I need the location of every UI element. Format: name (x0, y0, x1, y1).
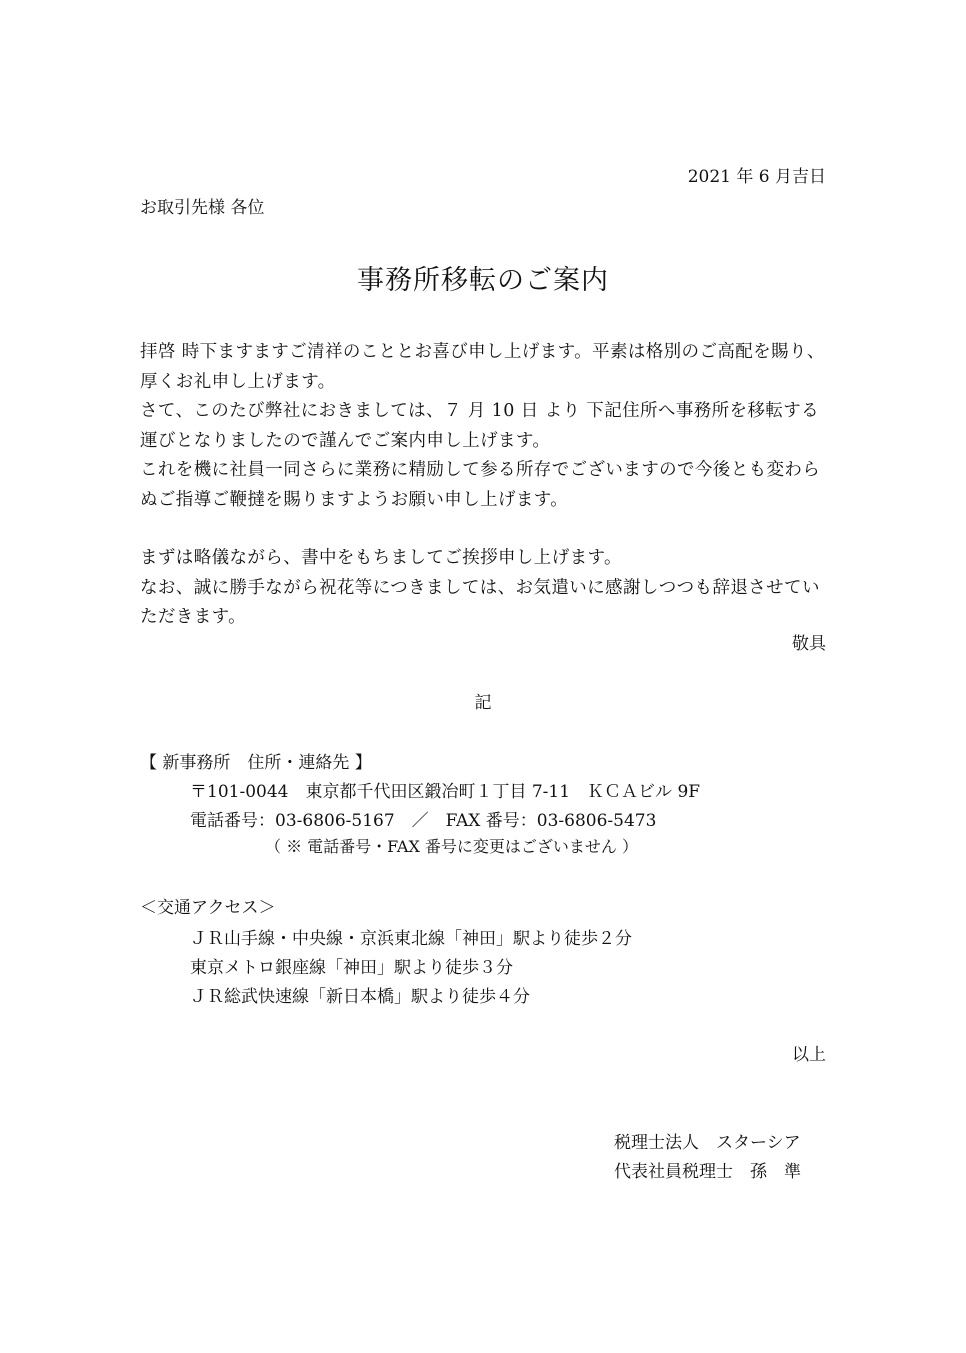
paragraph-gap (140, 515, 830, 544)
new-office-phone-fax: 電話番号：03-6806-5167 ／ FAX 番号：03-6806-5473 (190, 811, 657, 831)
new-office-note: （ ※ 電話番号・FAX 番号に変更はございません ） (265, 837, 639, 856)
new-office-heading: 【 新事務所 住所・連絡先 】 (140, 753, 372, 773)
ki-heading: 記 (474, 693, 492, 713)
access-line-jr-yamanote: ＪＲ山手線・中央線・京浜東北線「神田」駅より徒歩２分 (190, 929, 632, 949)
closing-ijo: 以上 (792, 1045, 826, 1065)
body-paragraph-relocation: さて、このたび弊社におきましては、７ 月 10 日 より 下記住所へ事務所を移転する運びとなりましたので謹んでご案内申し上げます。 (140, 401, 820, 451)
body-paragraph-greeting: 拝啓 時下ますますご清祥のこととお喜び申し上げます。平素は格別のご高配を賜り、厚くお礼申し上げます。 (140, 342, 825, 392)
access-heading: ＜交通アクセス＞ (140, 898, 276, 918)
access-line-metro-ginza: 東京メトロ銀座線「神田」駅より徒歩３分 (190, 958, 513, 978)
signature-company: 税理士法人 スターシア (614, 1133, 801, 1153)
body-paragraph-commitment: これを機に社員一同さらに業務に精励して参る所存でございますので今後とも変わらぬご指導ご鞭撻を賜りますようお願い申し上げます。 (140, 460, 821, 510)
body-paragraph-flowers-decline: なお、誠に勝手ながら祝花等につきましては、お気遣いに感謝しつつも辞退させていただきます。 (140, 577, 820, 627)
letter-body (140, 338, 830, 633)
closing-keigu: 敬具 (792, 634, 826, 654)
letter-date: 2021 年 6 月吉日 (687, 167, 826, 187)
body-paragraph-closing-greeting: まずは略儀ながら、書中をもちましてご挨拶申し上げます。 (140, 548, 622, 568)
access-line-jr-sobu: ＪＲ総武快速線「新日本橋」駅より徒歩４分 (190, 987, 530, 1007)
addressee: お取引先様 各位 (140, 198, 265, 218)
letter-title: 事務所移転のご案内 (357, 265, 609, 296)
new-office-address: 〒101-0044 東京都千代田区鍛冶町１丁目 7-11 ＫＣＡビル 9F (190, 782, 701, 802)
signature-representative: 代表社員税理士 孫 準 (614, 1162, 801, 1182)
